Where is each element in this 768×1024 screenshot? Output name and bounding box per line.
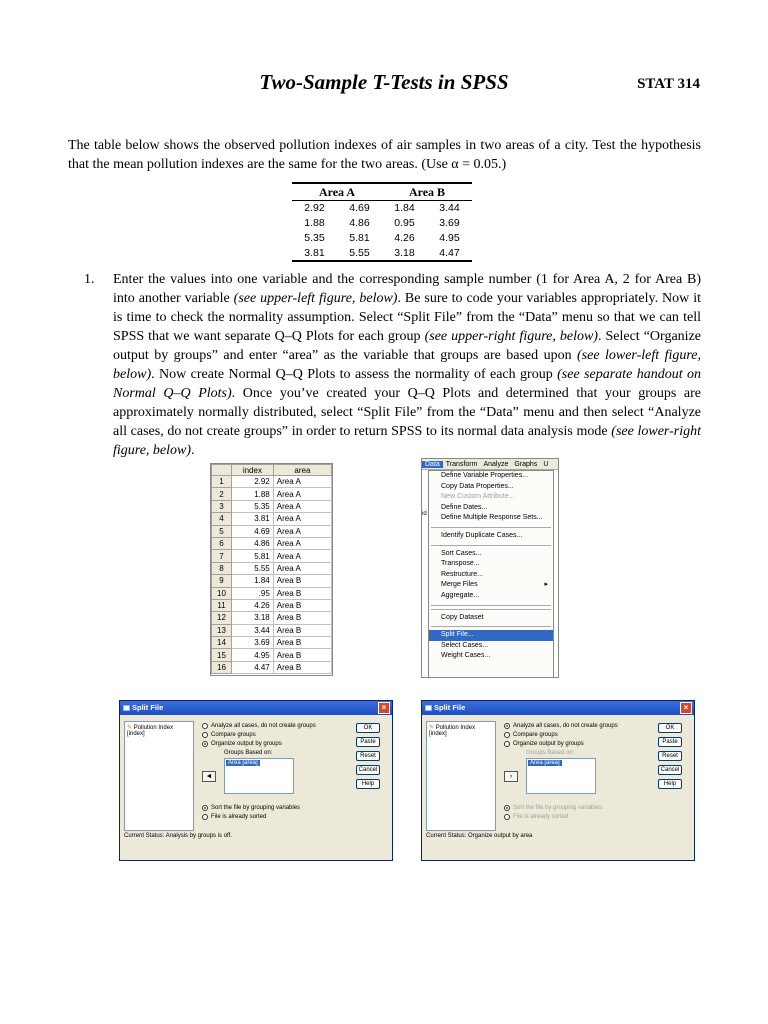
sort-option [504,805,602,811]
groups-based-on-label: Groups Based on: [526,750,575,756]
row-number[interactable]: 4 [212,513,232,525]
menu-item[interactable] [429,513,553,524]
cell-index[interactable]: 3.44 [232,624,274,636]
table-cell: 2.92 [304,202,325,215]
radio-button[interactable] [202,741,208,747]
cell-area[interactable]: Area B [273,661,331,673]
menu-analyze[interactable]: Analyze [483,460,509,468]
table-header-area-a: Area A [292,183,382,201]
window-icon [123,705,130,711]
radio-button[interactable] [202,732,208,738]
cell-index[interactable]: 4.86 [232,537,274,549]
dialog-title-bar[interactable] [422,701,694,715]
row-number[interactable]: 14 [212,637,232,649]
figure-reference: (see lower-right figure, below) [113,424,701,458]
cell-index[interactable]: 3.18 [232,612,274,624]
help-button[interactable]: Help [356,779,380,789]
radio-option[interactable] [504,723,618,729]
page-title: Two-Sample T-Tests in SPSS [259,70,509,94]
edge-mark: id [422,511,427,517]
menu-separator [431,626,551,627]
menu-data[interactable]: Data [422,461,443,468]
variable-item[interactable]: Pollution Index [index] [127,725,174,737]
table-row [212,599,332,611]
close-icon[interactable]: × [680,702,692,714]
table-row [212,637,332,649]
menu-item[interactable] [429,651,553,662]
ok-button[interactable]: OK [356,723,380,733]
table-cell: 1.88 [304,217,325,229]
spss-data-view [210,463,333,676]
table-row [212,513,332,525]
cell-area[interactable]: Area B [273,599,331,611]
table-row [212,562,332,574]
table-row [212,575,332,587]
cell-area[interactable]: Area B [273,612,331,624]
row-number[interactable]: 15 [212,649,232,661]
cell-area[interactable]: Area A [273,513,331,525]
row-number[interactable]: 2 [212,488,232,500]
cell-area[interactable]: Area B [273,587,331,599]
cell-index[interactable]: 4.47 [232,661,274,673]
dialog-title: Split File [434,703,466,712]
cell-index[interactable]: .95 [232,587,274,599]
row-number[interactable]: 11 [212,599,232,611]
step-text-run: . Select “Organize output by groups” and enter “area” as the variable that groups are based upon [113,329,701,363]
menu-item-label: Split File... [441,631,474,639]
sort-option [504,814,568,820]
scale-variable-icon: ✎ [127,725,134,731]
pollution-table [292,182,472,262]
figure-reference: (see upper-right figure, below) [424,329,598,344]
radio-option[interactable] [202,741,282,747]
radio-label: Compare groups [211,732,256,738]
radio-label: Organize output by groups [513,741,584,747]
table-cell: 3.81 [292,246,337,261]
ok-button[interactable]: OK [658,723,682,733]
help-button[interactable]: Help [658,779,682,789]
menu-bar [422,459,558,470]
cell-index[interactable]: 5.35 [232,500,274,512]
menu-item-label: Define Variable Properties... [441,472,529,479]
row-number[interactable]: 16 [212,661,232,673]
table-row [212,587,332,599]
step-text-run: . Now create Normal Q–Q Plots to assess the normality of each group [151,367,558,382]
table-row [212,661,332,673]
sort-option[interactable] [202,805,300,811]
step-number: 1. [84,272,95,287]
radio-button[interactable] [202,814,208,820]
row-number[interactable]: 3 [212,500,232,512]
radio-button [504,805,510,811]
menu-item [429,492,553,503]
scale-variable-icon: ✎ [429,725,436,731]
table-cell: 5.81 [349,232,370,244]
close-icon[interactable]: × [378,702,390,714]
menu-item-label: Aggregate... [441,591,480,599]
table-row [292,216,472,231]
menu-item-label: Define Multiple Response Sets... [441,514,543,522]
table-row [212,525,332,537]
move-variable-button[interactable]: › [504,771,518,782]
row-number[interactable]: 10 [212,587,232,599]
table-cell: 4.26 [394,232,415,244]
table-row [292,246,472,261]
row-number[interactable]: 6 [212,537,232,549]
menu-separator [431,527,551,528]
radio-label: File is already sorted [211,814,267,820]
menu-separator [431,545,551,546]
groups-based-on-list[interactable] [526,758,596,794]
radio-label: Analyze all cases, do not create groups [513,723,618,729]
menu-item-label: New Custom Attribute... [441,493,515,501]
row-number[interactable]: 5 [212,525,232,537]
radio-label: Sort the file by grouping variables [211,805,301,811]
table-cell: 0.95 [394,217,415,229]
row-number[interactable]: 7 [212,550,232,562]
cell-index[interactable]: 2.92 [232,476,274,488]
column-header-index[interactable]: index [232,465,274,476]
cell-area[interactable]: Area B [273,637,331,649]
variable-item[interactable]: Pollution Index [index] [429,725,476,737]
paste-button[interactable]: Paste [658,737,682,747]
figure-reference: (see separate handout on Normal Q–Q Plots) [113,367,701,401]
table-row [212,624,332,636]
radio-label: Organize output by groups [211,741,282,747]
variable-list[interactable] [124,721,194,831]
radio-label: Sort the file by grouping variables [513,805,603,811]
table-row [212,488,332,500]
step-text-run: Enter the values into one variable and the corresponding sample number (1 for Area A, 2 for Area B) into another variable [113,272,701,306]
row-number[interactable]: 8 [212,562,232,574]
menu-item-label: Identify Duplicate Cases... [441,531,523,539]
radio-button [504,814,510,820]
table-row [212,649,332,661]
reset-button[interactable]: Reset [356,751,380,761]
cell-area[interactable]: Area A [273,537,331,549]
split-file-dialog-analyze-all [421,700,695,861]
table-cell: 4.95 [439,232,460,244]
cell-index[interactable]: 5.55 [232,562,274,574]
row-number-header [212,465,232,476]
cell-index[interactable]: 4.95 [232,649,274,661]
split-file-dialog-organize [119,700,393,861]
group-variable[interactable]: Area [area] [530,760,560,766]
table-cell: 1.84 [394,202,415,215]
menu-item-label: Copy Dataset [441,613,484,621]
menu-item[interactable] [429,570,553,581]
radio-label: Analyze all cases, do not create groups [211,723,316,729]
menu-item[interactable] [429,503,553,514]
variable-list[interactable] [426,721,496,831]
figure-reference: (see upper-left figure, below) [233,291,398,306]
table-header-area-b: Area B [382,183,472,201]
menu-item[interactable] [429,580,553,591]
cell-area[interactable]: Area A [273,562,331,574]
paste-button[interactable]: Paste [356,737,380,747]
data-menu-panel [428,470,554,678]
menu-item-label: Define Dates... [441,503,488,511]
menu-graphs[interactable]: Graphs [514,460,538,468]
menu-u[interactable]: U [543,460,549,468]
table-row [292,201,472,216]
intro-paragraph: The table below shows the observed pollution indexes of air samples in two areas of a city. Test the hypothesis that the mean pollution indexes are the same for the two areas. (Use α = 0.05.) [68,138,701,172]
cell-area[interactable]: Area B [273,624,331,636]
cell-area[interactable]: Area A [273,525,331,537]
group-variable[interactable]: Area [area] [228,760,258,766]
groups-based-on-label: Groups Based on: [224,750,273,756]
sort-option[interactable] [202,814,266,820]
table-cell: 4.69 [349,202,370,215]
table-row [292,231,472,246]
radio-label: File is already sorted [513,814,569,820]
menu-transform[interactable]: Transform [445,460,478,468]
cell-index[interactable]: 4.69 [232,525,274,537]
menu-item-label: Transpose... [441,560,480,568]
groups-based-on-list[interactable] [224,758,294,794]
menu-item[interactable] [429,531,553,542]
step-text-run: . Once you’ve created your Q–Q Plots and determined that your groups are approximately normally distributed, select “Split File” from the “Data” menu and then select “Analyze all cases, do not create groups” in order to return SPSS to its normal data analysis mode [113,386,701,439]
dialog-title-bar[interactable] [120,701,392,715]
table-cell: 4.47 [427,246,472,261]
row-number[interactable]: 13 [212,624,232,636]
cell-index[interactable]: 4.26 [232,599,274,611]
table-cell: 3.18 [382,246,427,261]
table-cell: 3.69 [439,217,460,229]
cancel-button[interactable]: Cancel [356,765,380,775]
step-text-run: . [191,443,195,458]
menu-item[interactable] [429,559,553,570]
table-row [212,476,332,488]
menu-item-label: Weight Cases... [441,652,491,660]
cell-area[interactable]: Area A [273,476,331,488]
figure-reference: (see lower-left figure, below) [113,348,701,382]
data-menu-screenshot [421,458,559,678]
cell-index[interactable]: 1.88 [232,488,274,500]
window-icon [425,705,432,711]
table-cell: 5.35 [304,232,325,244]
cell-area[interactable]: Area A [273,488,331,500]
move-variable-button[interactable]: ◄ [202,771,216,782]
table-row [212,537,332,549]
current-status: Current Status: Organize output by area [426,833,533,839]
reset-button[interactable]: Reset [658,751,682,761]
menu-item-label: Copy Data Properties... [441,482,514,490]
menu-item[interactable] [429,471,553,482]
radio-button[interactable] [202,805,208,811]
course-code: STAT 314 [637,76,700,92]
table-cell: 4.86 [349,217,370,229]
menu-item[interactable] [429,641,553,652]
menu-item-label: Sort Cases... [441,549,482,557]
cell-area[interactable]: Area B [273,649,331,661]
current-status: Current Status: Analysis by groups is off. [124,833,232,839]
radio-button[interactable] [504,732,510,738]
column-header-area[interactable]: area [273,465,331,476]
table-cell: 3.44 [439,202,460,215]
menu-item-label: Merge Files [441,581,478,589]
menu-item[interactable] [429,549,553,560]
cell-index[interactable]: 5.81 [232,550,274,562]
menu-separator [431,609,551,610]
table-row [212,612,332,624]
menu-item-label: Select Cases... [441,641,489,649]
row-number[interactable]: 9 [212,575,232,587]
menu-item[interactable] [429,482,553,493]
step-text-run: . Be sure to code your variables appropriately. Now it is time to check the normality assumption. Select “Split File” from the “Data” menu so that we can tell SPSS that we want separate Q–Q Plots for each group [113,291,701,344]
dialog-title: Split File [132,703,164,712]
radio-option[interactable] [504,732,558,738]
cell-index[interactable]: 1.84 [232,575,274,587]
radio-option[interactable] [202,723,316,729]
menu-item[interactable] [429,591,553,602]
radio-button[interactable] [504,723,510,729]
cell-area[interactable]: Area A [273,500,331,512]
menu-item[interactable] [429,613,553,624]
submenu-arrow-icon: ▸ [544,581,548,589]
menu-item-label: Restructure... [441,570,484,578]
radio-option[interactable] [504,741,584,747]
cancel-button[interactable]: Cancel [658,765,682,775]
cell-area[interactable]: Area A [273,550,331,562]
table-cell: 5.55 [337,246,382,261]
radio-button[interactable] [504,741,510,747]
cell-area[interactable]: Area B [273,575,331,587]
row-number[interactable]: 1 [212,476,232,488]
menu-separator [431,605,551,606]
menu-item[interactable] [429,630,553,641]
cell-index[interactable]: 3.81 [232,513,274,525]
cell-index[interactable]: 3.69 [232,637,274,649]
radio-option[interactable] [202,732,256,738]
row-number[interactable]: 12 [212,612,232,624]
step-text [113,270,701,460]
radio-label: Compare groups [513,732,558,738]
table-row [212,500,332,512]
table-row [212,550,332,562]
radio-button[interactable] [202,723,208,729]
